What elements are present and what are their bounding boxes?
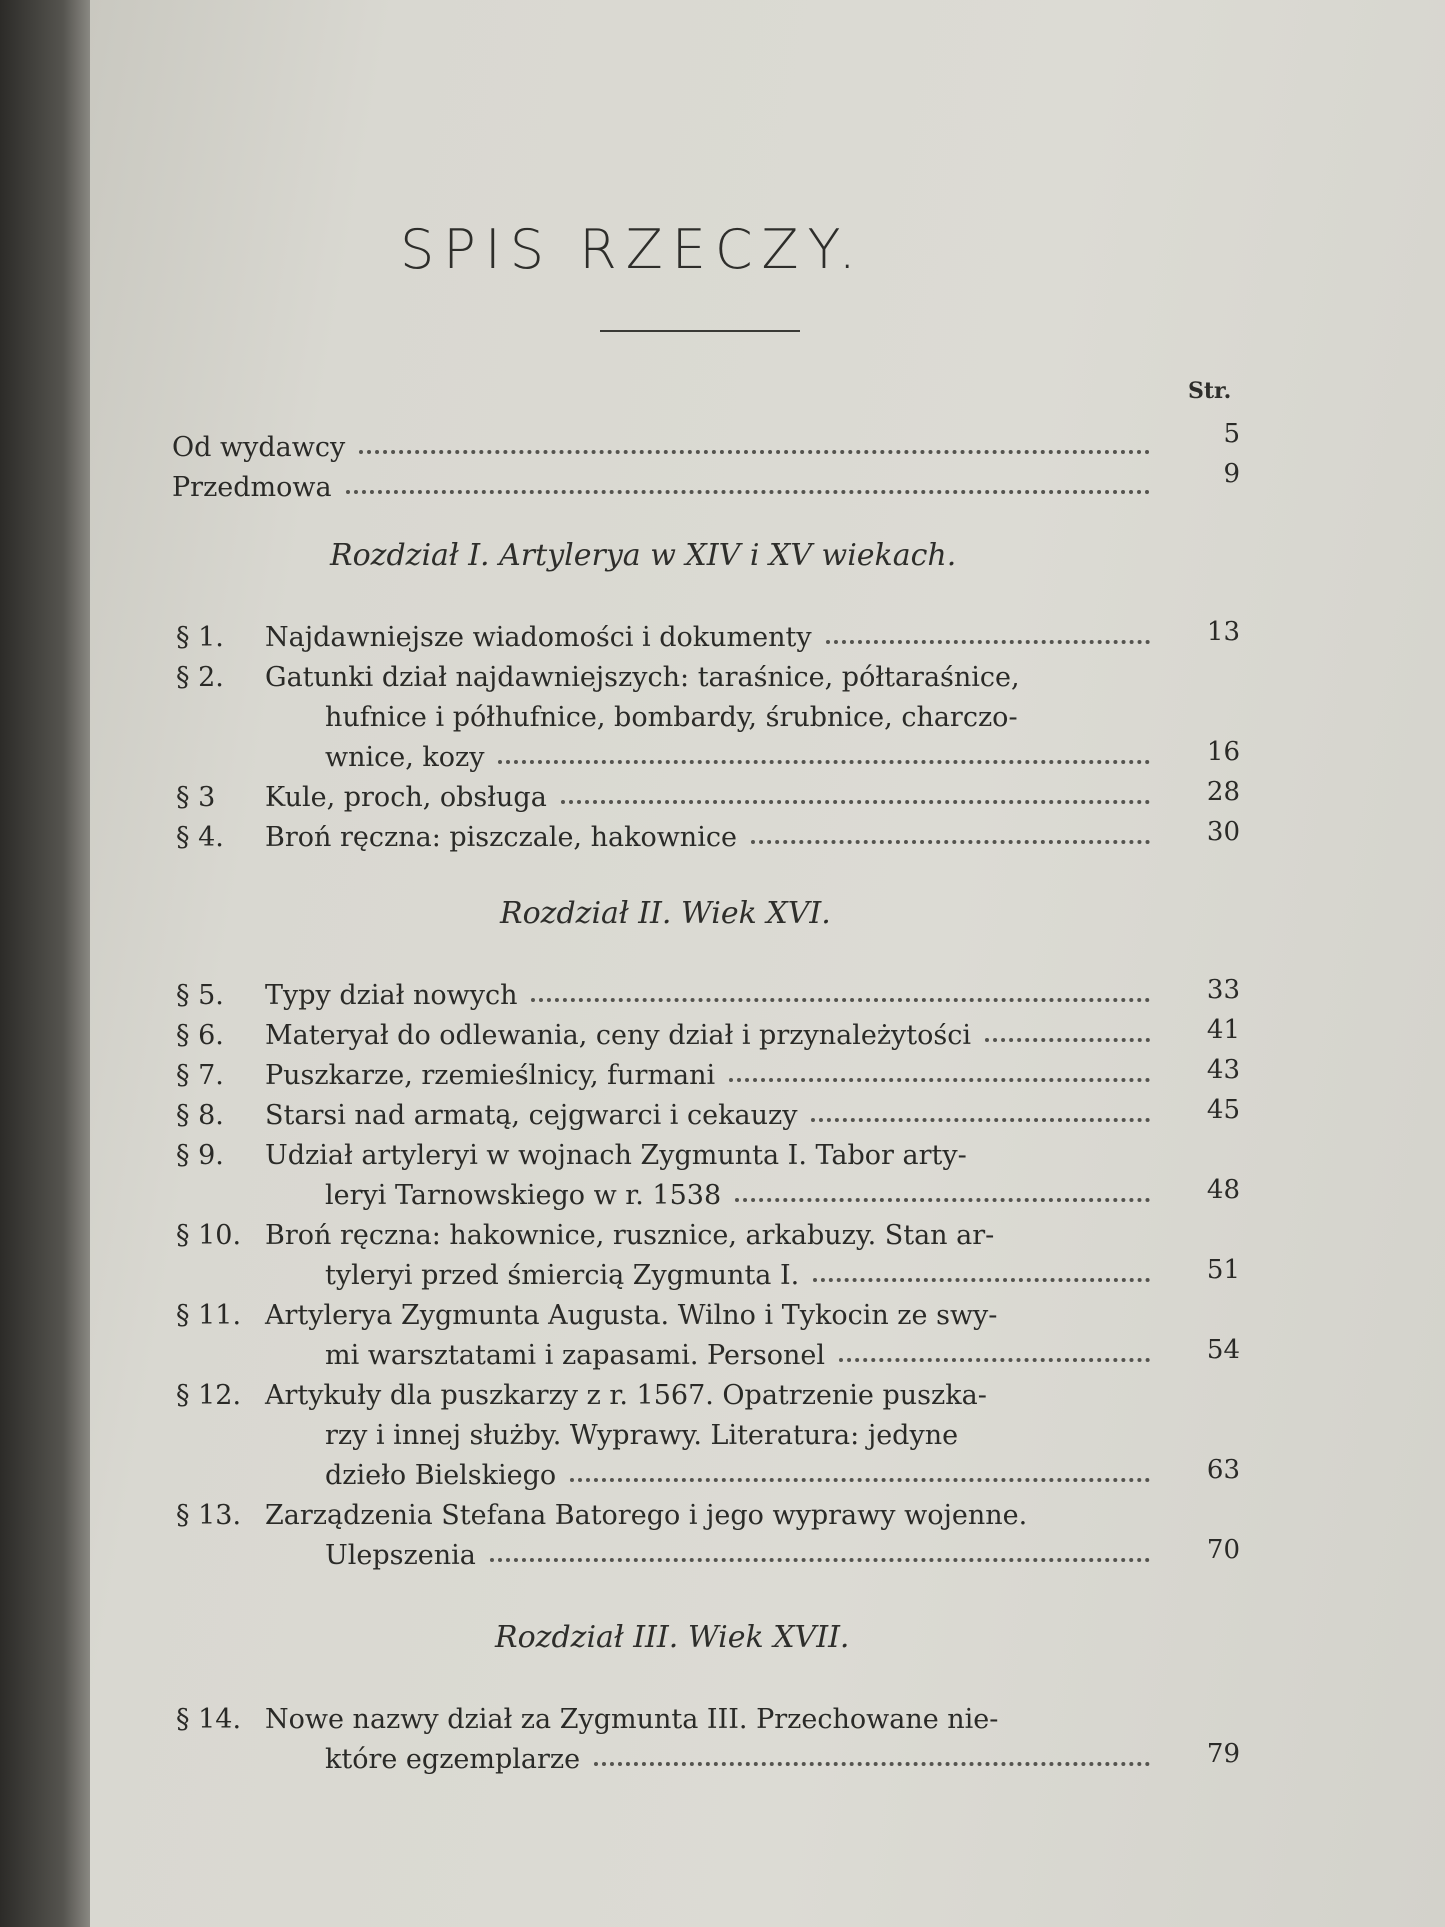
section-number: § 14.: [176, 1704, 242, 1735]
book-page: [90, 0, 1445, 1927]
section-number: § 1.: [176, 622, 224, 653]
entry-text: leryi Tarnowskiego w r. 1538: [325, 1180, 722, 1211]
entry-line: [90, 1536, 1390, 1576]
title-rule: [600, 330, 800, 332]
page-number: 70: [1206, 1535, 1240, 1565]
page-number: 13: [1206, 617, 1240, 647]
entry-line: [90, 618, 1390, 658]
entry-text: Starsi nad armatą, cejgwarci i cekauzy: [265, 1100, 798, 1131]
page-number: 79: [1206, 1739, 1240, 1769]
entry-text: rzy i innej służby. Wyprawy. Literatura: jedyne: [325, 1420, 959, 1451]
entry-line: [90, 818, 1390, 858]
page-number: 48: [1206, 1175, 1240, 1205]
entry-text: Broń ręczna: hakownice, rusznice, arkabuzy. Stan ar-: [265, 1220, 995, 1251]
page-number: 43: [1206, 1055, 1240, 1085]
entry-text: Najdawniejsze wiadomości i dokumenty: [265, 622, 812, 653]
entry-text: dzieło Bielskiego: [325, 1460, 557, 1491]
entry-line: [90, 1376, 1390, 1416]
book-gutter: [0, 0, 90, 1927]
section-number: § 11.: [176, 1300, 242, 1331]
page-number: 41: [1206, 1015, 1240, 1045]
entry-text: hufnice i półhufnice, bombardy, śrubnice, charczo-: [325, 702, 1018, 733]
entry-text: które egzemplarze: [325, 1744, 581, 1775]
leader-dots: [985, 1038, 1150, 1042]
section-number: § 3: [176, 782, 216, 813]
entry-text: Artykuły dla puszkarzy z r. 1567. Opatrzenie puszka-: [265, 1380, 987, 1411]
entry-text: Przedmowa: [172, 472, 332, 503]
chapter-heading: Rozdział II. Wiek XVI.: [500, 896, 831, 931]
entry-text: Puszkarze, rzemieślnicy, furmani: [265, 1060, 716, 1091]
chapter-heading: Rozdział III. Wiek XVII.: [495, 1620, 850, 1655]
entry-line: [90, 1336, 1390, 1376]
section-number: § 5.: [176, 980, 224, 1011]
section-number: § 13.: [176, 1500, 242, 1531]
page-number: 54: [1206, 1335, 1240, 1365]
leader-dots: [561, 800, 1150, 804]
section-number: § 12.: [176, 1380, 242, 1411]
leader-dots: [813, 1278, 1150, 1282]
entry-line: [90, 1256, 1390, 1296]
page-number: 33: [1206, 975, 1240, 1005]
section-number: § 4.: [176, 822, 224, 853]
page-number: 30: [1206, 817, 1240, 847]
chapter-heading: Rozdział I. Artylerya w XIV i XV wiekach.: [330, 538, 957, 573]
page-column-label: Str.: [1188, 378, 1232, 404]
page-number: 9: [1223, 459, 1240, 489]
leader-dots: [735, 1198, 1150, 1202]
entry-text: mi warsztatami i zapasami. Personel: [325, 1340, 825, 1371]
leader-dots: [826, 640, 1150, 644]
entry-text: Udział artyleryi w wojnach Zygmunta I. Tabor arty-: [265, 1140, 967, 1171]
toc-entry: [90, 459, 1390, 508]
entry-line: [90, 1096, 1390, 1136]
leader-dots: [729, 1078, 1150, 1082]
leader-dots: [490, 1558, 1150, 1562]
entry-text: Od wydawcy: [172, 432, 346, 463]
section-number: § 6.: [176, 1020, 224, 1051]
page-number: 16: [1206, 737, 1240, 767]
entry-text: Materyał do odlewania, ceny dział i przynależytości: [265, 1020, 972, 1051]
page-title: SPIS RZECZY.: [400, 218, 865, 281]
page-number: 5: [1223, 419, 1240, 449]
entry-text: Gatunki dział najdawniejszych: taraśnice, półtaraśnice,: [265, 662, 1020, 693]
entry-text: Kule, proch, obsługa: [265, 782, 547, 813]
leader-dots: [346, 490, 1150, 494]
leader-dots: [531, 998, 1150, 1002]
entry-text: Broń ręczna: piszczale, hakownice: [265, 822, 737, 853]
section-number: § 10.: [176, 1220, 242, 1251]
entry-text: Ulepszenia: [325, 1540, 476, 1571]
entry-line: [90, 1740, 1390, 1780]
section-number: § 8.: [176, 1100, 224, 1131]
page-number: 51: [1206, 1255, 1240, 1285]
leader-dots: [839, 1358, 1150, 1362]
section-number: § 2.: [176, 662, 224, 693]
leader-dots: [594, 1762, 1150, 1766]
entry-text: Typy dział nowych: [265, 980, 518, 1011]
entry-text: tyleryi przed śmiercią Zygmunta I.: [325, 1260, 800, 1291]
leader-dots: [751, 840, 1150, 844]
entry-text: wnice, kozy: [325, 742, 485, 773]
leader-dots: [811, 1118, 1150, 1122]
leader-dots: [498, 760, 1150, 764]
leader-dots: [570, 1478, 1150, 1482]
section-number: § 7.: [176, 1060, 224, 1091]
entry-line: [90, 1456, 1390, 1496]
entry-text: Zarządzenia Stefana Batorego i jego wyprawy wojenne.: [265, 1500, 1028, 1531]
entry-text: Artylerya Zygmunta Augusta. Wilno i Tykocin ze swy-: [265, 1300, 998, 1331]
page-number: 28: [1206, 777, 1240, 807]
page-number: 45: [1206, 1095, 1240, 1125]
leader-dots: [359, 450, 1150, 454]
entry-line: [90, 658, 1390, 698]
page-number: 63: [1206, 1455, 1240, 1485]
entry-line: [90, 1176, 1390, 1216]
section-number: § 9.: [176, 1140, 224, 1171]
entry-text: Nowe nazwy dział za Zygmunta III. Przechowane nie-: [265, 1704, 999, 1735]
